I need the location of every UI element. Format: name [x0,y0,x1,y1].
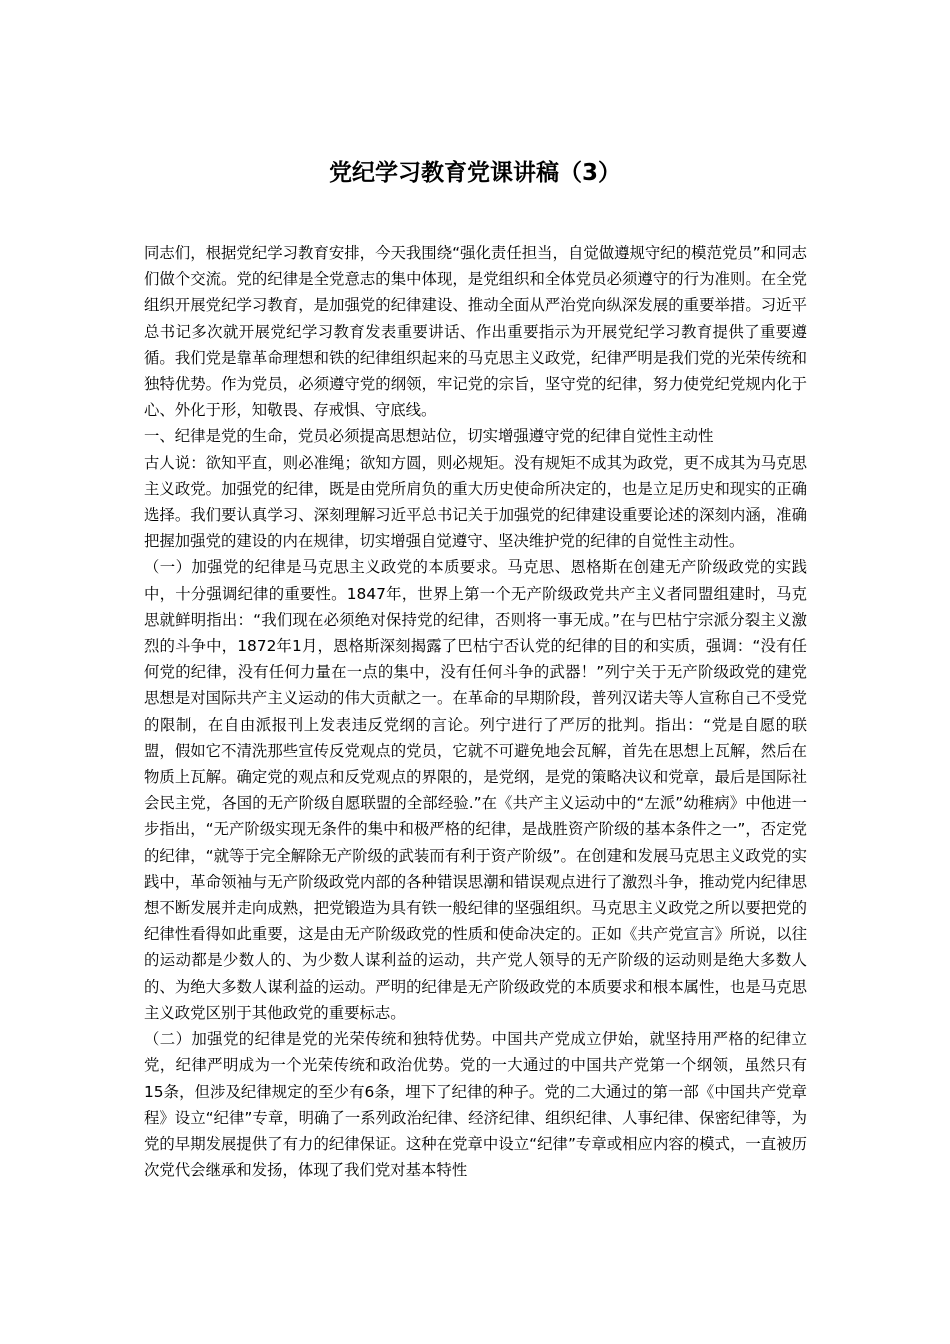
subsection-2-paragraph: （二）加强党的纪律是党的光荣传统和独特优势。中国共产党成立伊始，就坚持用严格的纪律立党，纪律严明成为一个光荣传统和政治优势。党的一大通过的中国共产党第一个纲领，虽然只有15条，但涉及纪律规定的至少有6条，埋下了纪律的种子。党的二大通过的第一部《中国共产党章程》设立“纪律”专章，明确了一系列政治纪律、经济纪律、组织纪律、人事纪律、保密纪律等，为党的早期发展提供了有力的纪律保证。这种在党章中设立“纪律”专章或相应内容的模式，一直被历次党代会继承和发扬，体现了我们党对基本特性 [144,1030,807,1180]
intro-paragraph: 同志们，根据党纪学习教育安排，今天我围绕“强化责任担当，自觉做遵规守纪的模范党员”和同志们做个交流。党的纪律是全党意志的集中体现，是党组织和全体党员必须遵守的行为准则。在全党组织开展党纪学习教育，是加强党的纪律建设、推动全面从严治党向纵深发展的重要举措。习近平总书记多次就开展党纪学习教育发表重要讲话、作出重要指示为开展党纪学习教育提供了重要遵循。我们党是靠革命理想和铁的纪律组织起来的马克思主义政党，纪律严明是我们党的光荣传统和独特优势。作为党员，必须遵守党的纲领，牢记党的宗旨，坚守党的纪律，努力使党纪党规内化于心、外化于形，知敬畏、存戒惧、守底线。 [144,244,807,420]
document-title: 党纪学习教育党课讲稿（3） [328,160,621,186]
section-heading-1: 一、纪律是党的生命，党员必须提高思想站位，切实增强遵守党的纪律自觉性主动性 [144,427,714,446]
subsection-1-paragraph: （一）加强党的纪律是马克思主义政党的本质要求。马克思、恩格斯在创建无产阶级政党的实践中，十分强调纪律的重要性。1847年，世界上第一个无产阶级政党共产主义者同盟组建时，马克思就鲜明指出：“我们现在必须绝对保持党的纪律，否则将一事无成。”在与巴枯宁宗派分裂主义激烈的斗争中，1872年1月，恩格斯深刻揭露了巴枯宁否认党的纪律的目的和实质，强调：“没有任何党的纪律，没有任何力量在一点的集中，没有任何斗争的武器！”列宁关于无产阶级政党的建党思想是对国际共产主义运动的伟大贡献之一。在革命的早期阶段，普列汉诺夫等人宣称自己不受党的限制，在自由派报刊上发表违反党纲的言论。列宁进行了严厉的批判。指出：“党是自愿的联盟，假如它不清洗那些宣传反党观点的党员，它就不可避免地会瓦解，首先在思想上瓦解，然后在物质上瓦解。确定党的观点和反党观点的界限的，是党纲，是党的策略决议和党章，最后是国际社会民主党，各国的无产阶级自愿联盟的全部经验.”在《共产主义运动中的“左派”幼稚病》中他进一步指出，“无产阶级实现无条件的集中和极严格的纪律，是战胜资产阶级的基本条件之一”，否定党的纪律，“就等于完全解除无产阶级的武装而有利于资产阶级”。在创建和发展马克思主义政党的实践中，革命领袖与无产阶级政党内部的各种错误思潮和错误观点进行了激烈斗争，推动党内纪律思想不断发展并走向成熟，把党锻造为具有铁一般纪律的坚强组织。马克思主义政党之所以要把党的纪律性看得如此重要，这是由无产阶级政党的性质和使命决定的。正如《共产党宣言》所说，以往的运动都是少数人的、为少数人谋利益的运动，共产党人领导的无产阶级的运动则是绝大多数人的、为绝大多数人谋利益的运动。严明的纪律是无产阶级政党的本质要求和根本属性，也是马克思主义政党区别于其他政党的重要标志。 [144,558,807,1022]
section-1-paragraph: 古人说：欲知平直，则必准绳；欲知方圆，则必规矩。没有规矩不成其为政党，更不成其为马克思主义政党。加强党的纪律，既是由党所肩负的重大历史使命所决定的，也是立足历史和现实的正确选择。我们要认真学习、深刻理解习近平总书记关于加强党的纪律建设重要论述的深刻内涵，准确把握加强党的建设的内在规律，切实增强自觉遵守、坚决维护党的纪律的自觉性主动性。 [144,453,807,551]
document-body [144,240,807,1183]
